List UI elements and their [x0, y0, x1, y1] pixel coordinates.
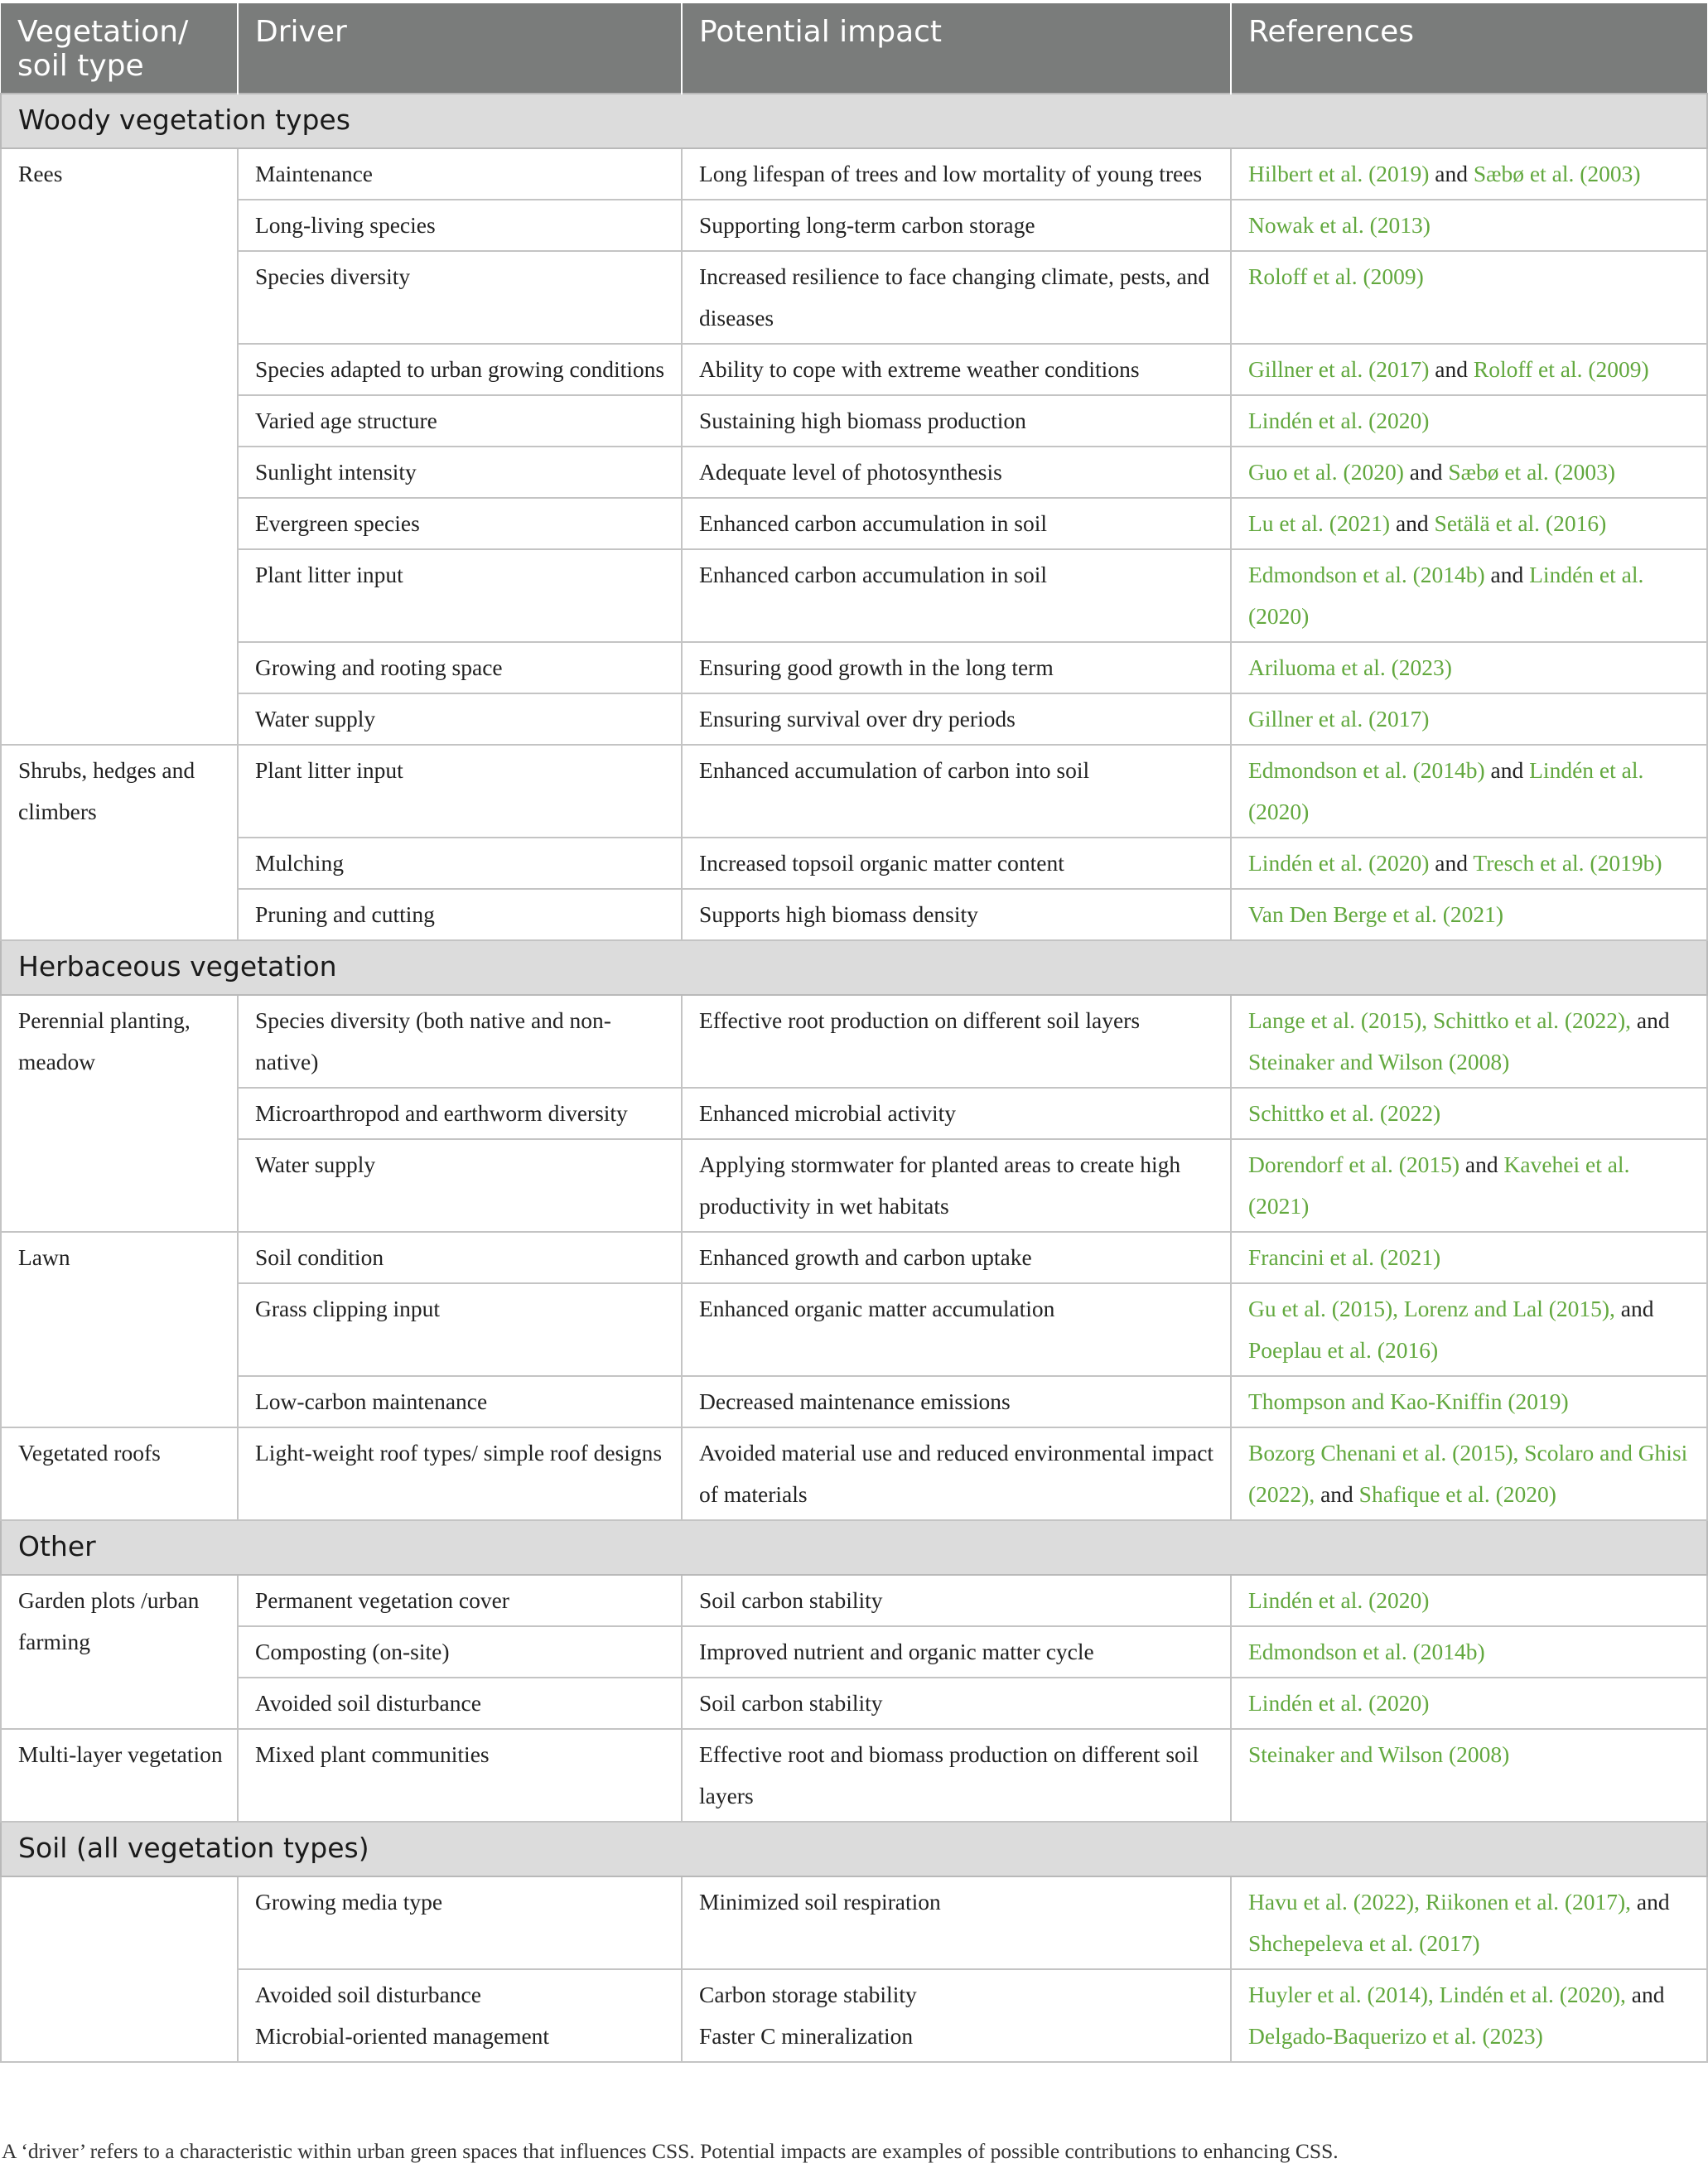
reference-link[interactable]: Lindén et al. (2020)	[1248, 1690, 1430, 1716]
driver-cell: Permanent vegetation cover	[238, 1575, 682, 1626]
header-vegetation-type: Vegetation/ soil type	[1, 3, 238, 94]
reference-link[interactable]: Dorendorf et al. (2015)	[1248, 1152, 1460, 1177]
reference-link[interactable]: Lindén et al. (2020)	[1248, 757, 1650, 824]
driver-cell: Species diversity (both native and non-native)	[238, 995, 682, 1088]
header-potential-impact: Potential impact	[682, 3, 1231, 94]
driver-cell: Species adapted to urban growing conditions	[238, 344, 682, 395]
driver-cell: Long-living species	[238, 200, 682, 251]
references-cell	[1231, 1088, 1707, 1139]
reference-link[interactable]: Havu et al. (2022), Riikonen et al. (2017),	[1248, 1889, 1632, 1915]
reference-link[interactable]: Poeplau et al. (2016)	[1248, 1337, 1439, 1363]
section-row	[1, 1520, 1707, 1575]
reference-link[interactable]: Schittko et al. (2022)	[1248, 1100, 1441, 1126]
impact-cell: Minimized soil respiration	[682, 1876, 1231, 1969]
driver-cell: Growing and rooting space	[238, 642, 682, 693]
reference-link[interactable]: Setälä et al. (2016)	[1434, 510, 1607, 536]
section-title: Woody vegetation types	[1, 94, 1707, 148]
table-footnote: A ‘driver’ refers to a characteristic within urban green spaces that influences CSS. Potential impacts are examples of possible contributions to enhancing CSS.	[2, 2139, 1339, 2163]
reference-link[interactable]: Roloff et al. (2009)	[1473, 356, 1649, 382]
reference-link[interactable]: Sæbø et al. (2003)	[1473, 161, 1641, 186]
section-row	[1, 940, 1707, 995]
vegetation-type-cell	[1, 1876, 238, 2062]
impact-cell: Enhanced carbon accumulation in soil	[682, 498, 1231, 549]
references-cell	[1231, 1876, 1707, 1969]
references-cell	[1231, 745, 1707, 838]
reference-link[interactable]: Shchepeleva et al. (2017)	[1248, 1930, 1480, 1956]
header-driver: Driver	[238, 3, 682, 94]
reference-link[interactable]: Nowak et al. (2013)	[1248, 212, 1431, 238]
driver-cell: Avoided soil disturbance Microbial-oriented management	[238, 1969, 682, 2062]
vegetation-type-cell: Perennial planting, meadow	[1, 995, 238, 1232]
references-cell	[1231, 447, 1707, 498]
reference-link[interactable]: Ariluoma et al. (2023)	[1248, 654, 1452, 680]
section-title: Other	[1, 1520, 1707, 1575]
impact-cell: Ensuring survival over dry periods	[682, 693, 1231, 745]
impact-cell: Effective root production on different soil layers	[682, 995, 1231, 1088]
vegetation-type-cell: Shrubs, hedges and climbers	[1, 745, 238, 940]
impact-cell: Enhanced carbon accumulation in soil	[682, 549, 1231, 642]
references-cell	[1231, 1376, 1707, 1427]
table-row	[1, 395, 1707, 447]
impact-cell: Avoided material use and reduced environmental impact of materials	[682, 1427, 1231, 1520]
reference-conjunction: and	[1631, 1007, 1676, 1033]
reference-link[interactable]: Van Den Berge et al. (2021)	[1248, 901, 1504, 927]
driver-cell: Grass clipping input	[238, 1283, 682, 1376]
table-row	[1, 1876, 1707, 1969]
driver-cell: Species diversity	[238, 251, 682, 344]
table-header	[1, 3, 1707, 94]
table-row	[1, 447, 1707, 498]
reference-conjunction: and	[1460, 1152, 1504, 1177]
reference-link[interactable]: Lu et al. (2021)	[1248, 510, 1391, 536]
table-row	[1, 1575, 1707, 1626]
table-row	[1, 1427, 1707, 1520]
references-cell	[1231, 498, 1707, 549]
reference-link[interactable]: Gillner et al. (2017)	[1248, 356, 1430, 382]
reference-link[interactable]: Tresch et al. (2019b)	[1473, 850, 1662, 876]
table-row	[1, 200, 1707, 251]
table-row	[1, 1729, 1707, 1822]
section-row	[1, 1822, 1707, 1876]
driver-cell: Sunlight intensity	[238, 447, 682, 498]
reference-link[interactable]: Thompson and Kao-Kniffin (2019)	[1248, 1388, 1569, 1414]
references-cell	[1231, 995, 1707, 1088]
reference-link[interactable]: Delgado-Baquerizo et al. (2023)	[1248, 2023, 1543, 2049]
reference-link[interactable]: Huyler et al. (2014), Lindén et al. (2020),	[1248, 1982, 1626, 2007]
reference-conjunction: and	[1429, 161, 1474, 186]
references-cell	[1231, 1575, 1707, 1626]
impact-cell: Sustaining high biomass production	[682, 395, 1231, 447]
impact-cell: Supports high biomass density	[682, 889, 1231, 940]
driver-cell: Mulching	[238, 838, 682, 889]
references-cell	[1231, 642, 1707, 693]
reference-link[interactable]: Roloff et al. (2009)	[1248, 263, 1424, 289]
driver-cell: Water supply	[238, 693, 682, 745]
data-table	[0, 3, 1708, 2063]
vegetation-type-cell: Vegetated roofs	[1, 1427, 238, 1520]
reference-link[interactable]: Gu et al. (2015), Lorenz and Lal (2015),	[1248, 1296, 1615, 1321]
impact-cell: Applying stormwater for planted areas to create high productivity in wet habitats	[682, 1139, 1231, 1232]
table-row	[1, 745, 1707, 838]
driver-cell: Varied age structure	[238, 395, 682, 447]
impact-cell: Adequate level of photosynthesis	[682, 447, 1231, 498]
reference-link[interactable]: Lindén et al. (2020)	[1248, 1587, 1430, 1613]
driver-cell: Avoided soil disturbance	[238, 1678, 682, 1729]
reference-conjunction: and	[1315, 1481, 1359, 1507]
driver-cell: Light-weight roof types/ simple roof designs	[238, 1427, 682, 1520]
references-cell	[1231, 1729, 1707, 1822]
references-cell	[1231, 693, 1707, 745]
table-row	[1, 995, 1707, 1088]
vegetation-type-cell: Multi-layer vegetation	[1, 1729, 238, 1822]
table-row	[1, 1232, 1707, 1283]
table-row	[1, 498, 1707, 549]
reference-conjunction: and	[1390, 510, 1435, 536]
impact-cell: Decreased maintenance emissions	[682, 1376, 1231, 1427]
section-row	[1, 94, 1707, 148]
references-cell	[1231, 148, 1707, 200]
impact-cell: Ensuring good growth in the long term	[682, 642, 1231, 693]
reference-link[interactable]: Lindén et al. (2020)	[1248, 408, 1430, 433]
references-cell	[1231, 344, 1707, 395]
table-row	[1, 1283, 1707, 1376]
impact-cell: Increased resilience to face changing climate, pests, and diseases	[682, 251, 1231, 344]
table-row	[1, 1088, 1707, 1139]
driver-cell: Evergreen species	[238, 498, 682, 549]
reference-conjunction: and	[1429, 356, 1474, 382]
driver-cell: Mixed plant communities	[238, 1729, 682, 1822]
reference-link[interactable]: Steinaker and Wilson (2008)	[1248, 1049, 1510, 1074]
reference-link[interactable]: Bozorg Chenani et al. (2015), Scolaro and Ghisi (2022),	[1248, 1440, 1694, 1507]
reference-link[interactable]: Edmondson et al. (2014b)	[1248, 1639, 1485, 1664]
reference-link[interactable]: Edmondson et al. (2014b)	[1248, 757, 1485, 783]
reference-link[interactable]: Edmondson et al. (2014b)	[1248, 562, 1485, 587]
references-cell	[1231, 549, 1707, 642]
reference-link[interactable]: Lindén et al. (2020)	[1248, 850, 1430, 876]
table-row	[1, 1139, 1707, 1232]
impact-cell: Carbon storage stability Faster C mineralization	[682, 1969, 1231, 2062]
reference-link[interactable]: Steinaker and Wilson (2008)	[1248, 1741, 1510, 1767]
reference-conjunction: and	[1484, 562, 1530, 587]
driver-cell: Plant litter input	[238, 745, 682, 838]
references-cell	[1231, 1427, 1707, 1520]
reference-link[interactable]: Sæbø et al. (2003)	[1448, 459, 1615, 485]
impact-cell: Improved nutrient and organic matter cycle	[682, 1626, 1231, 1678]
table-body	[1, 94, 1707, 2062]
references-cell	[1231, 838, 1707, 889]
references-cell	[1231, 1283, 1707, 1376]
reference-conjunction: and	[1429, 850, 1474, 876]
impact-cell: Enhanced microbial activity	[682, 1088, 1231, 1139]
vegetation-type-cell: Garden plots /urban farming	[1, 1575, 238, 1729]
references-cell	[1231, 1969, 1707, 2062]
header-references: References	[1231, 3, 1707, 94]
impact-cell: Soil carbon stability	[682, 1678, 1231, 1729]
impact-cell: Long lifespan of trees and low mortality of young trees	[682, 148, 1231, 200]
impact-cell: Effective root and biomass production on different soil layers	[682, 1729, 1231, 1822]
table-row	[1, 1376, 1707, 1427]
driver-cell: Pruning and cutting	[238, 889, 682, 940]
impact-cell: Increased topsoil organic matter content	[682, 838, 1231, 889]
vegetation-type-cell: Rees	[1, 148, 238, 745]
reference-link[interactable]: Kavehei et al. (2021)	[1248, 1152, 1636, 1219]
table-row	[1, 344, 1707, 395]
references-cell	[1231, 1626, 1707, 1678]
table-row	[1, 1678, 1707, 1729]
reference-conjunction: and	[1631, 1889, 1676, 1915]
driver-cell: Growing media type	[238, 1876, 682, 1969]
reference-link[interactable]: Guo et al. (2020)	[1248, 459, 1404, 485]
reference-link[interactable]: Shafique et al. (2020)	[1358, 1481, 1556, 1507]
references-cell	[1231, 200, 1707, 251]
references-cell	[1231, 1232, 1707, 1283]
header-row	[1, 3, 1707, 94]
section-title: Herbaceous vegetation	[1, 940, 1707, 995]
reference-conjunction: and	[1625, 1982, 1671, 2007]
driver-cell: Composting (on-site)	[238, 1626, 682, 1678]
table-container	[0, 3, 1706, 2063]
impact-cell: Enhanced organic matter accumulation	[682, 1283, 1231, 1376]
reference-conjunction: and	[1484, 757, 1530, 783]
driver-cell: Plant litter input	[238, 549, 682, 642]
table-row	[1, 693, 1707, 745]
reference-conjunction: and	[1614, 1296, 1660, 1321]
reference-link[interactable]: Francini et al. (2021)	[1248, 1244, 1441, 1270]
vegetation-type-cell: Lawn	[1, 1232, 238, 1427]
references-cell	[1231, 395, 1707, 447]
driver-cell: Low-carbon maintenance	[238, 1376, 682, 1427]
driver-cell: Maintenance	[238, 148, 682, 200]
impact-cell: Supporting long-term carbon storage	[682, 200, 1231, 251]
impact-cell: Ability to cope with extreme weather conditions	[682, 344, 1231, 395]
table-row	[1, 1626, 1707, 1678]
reference-conjunction: and	[1403, 459, 1449, 485]
table-row	[1, 549, 1707, 642]
reference-link[interactable]: Lindén et al. (2020)	[1248, 562, 1650, 629]
reference-link[interactable]: Gillner et al. (2017)	[1248, 706, 1430, 732]
table-row	[1, 838, 1707, 889]
references-cell	[1231, 1678, 1707, 1729]
table-row	[1, 889, 1707, 940]
table-row	[1, 251, 1707, 344]
table-row	[1, 148, 1707, 200]
impact-cell: Enhanced growth and carbon uptake	[682, 1232, 1231, 1283]
impact-cell: Enhanced accumulation of carbon into soil	[682, 745, 1231, 838]
section-title: Soil (all vegetation types)	[1, 1822, 1707, 1876]
table-row	[1, 642, 1707, 693]
reference-link[interactable]: Hilbert et al. (2019)	[1248, 161, 1430, 186]
driver-cell: Soil condition	[238, 1232, 682, 1283]
driver-cell: Microarthropod and earthworm diversity	[238, 1088, 682, 1139]
table-row	[1, 1969, 1707, 2062]
references-cell	[1231, 889, 1707, 940]
references-cell	[1231, 1139, 1707, 1232]
driver-cell: Water supply	[238, 1139, 682, 1232]
impact-cell: Soil carbon stability	[682, 1575, 1231, 1626]
reference-link[interactable]: Lange et al. (2015), Schittko et al. (2022),	[1248, 1007, 1632, 1033]
references-cell	[1231, 251, 1707, 344]
